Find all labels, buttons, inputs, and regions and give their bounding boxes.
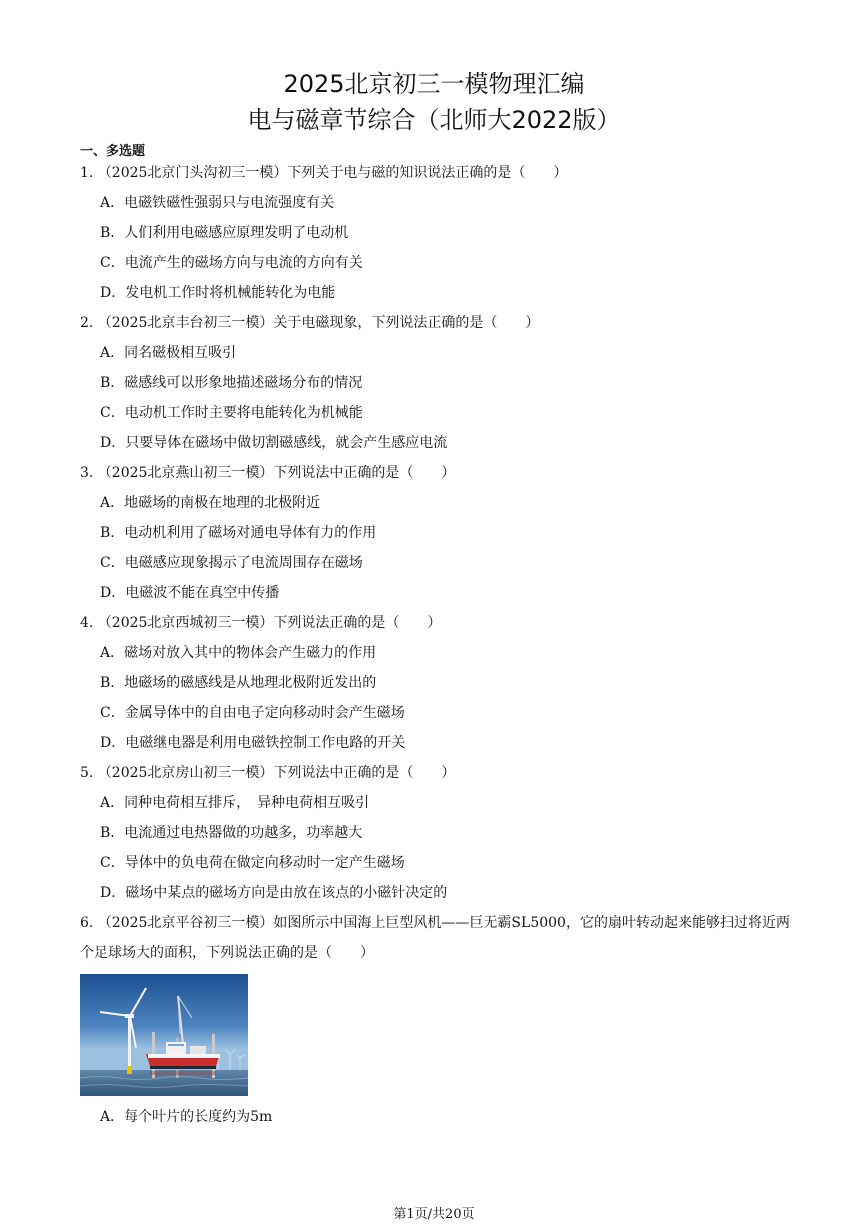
option-a: A．磁场对放入其中的物体会产生磁力的作用	[100, 645, 377, 661]
option-c: C．导体中的负电荷在做定向移动时一定产生磁场	[100, 855, 405, 871]
title-line-2: 电与磁章节综合（北师大2022版）	[247, 106, 621, 134]
option-c: C．电磁感应现象揭示了电流周围存在磁场	[100, 555, 363, 571]
section-heading: 一、多选题	[80, 144, 146, 159]
option-b: B．人们利用电磁感应原理发明了电动机	[100, 225, 349, 241]
question-stem: 1. （2025北京门头沟初三一模）下列关于电与磁的知识说法正确的是（ ）	[80, 165, 568, 181]
option-b: B．电流通过电热器做的功越多，功率越大	[100, 825, 363, 841]
option-c: C．金属导体中的自由电子定向移动时会产生磁场	[100, 705, 405, 721]
question-stem: 2. （2025北京丰台初三一模）关于电磁现象，下列说法正确的是（ ）	[80, 315, 540, 331]
option-a: A．地磁场的南极在地理的北极附近	[100, 495, 321, 511]
wind-turbine-photo	[80, 974, 248, 1096]
document-title	[0, 66, 868, 138]
option-a: A．电磁铁磁性强弱只与电流强度有关	[100, 195, 335, 211]
option-d: D．磁场中某点的磁场方向是由放在该点的小磁针决定的	[100, 885, 448, 901]
question-1	[80, 158, 800, 308]
option-b: B．电动机利用了磁场对通电导体有力的作用	[100, 525, 377, 541]
question-stem: 5. （2025北京房山初三一模）下列说法中正确的是（ ）	[80, 765, 456, 781]
option-a: A．同种电荷相互排斥， 异种电荷相互吸引	[100, 795, 370, 811]
question-4	[80, 608, 800, 758]
option-c: C．电流产生的磁场方向与电流的方向有关	[100, 255, 363, 271]
option-a: A．每个叶片的长度约为5m	[100, 1109, 273, 1125]
option-d: D．只要导体在磁场中做切割磁感线，就会产生感应电流	[100, 435, 448, 451]
question-6	[80, 908, 800, 1132]
option-a: A．同名磁极相互吸引	[100, 345, 237, 361]
page-footer: 第1页/共20页	[393, 1207, 475, 1222]
option-d: D．发电机工作时将机械能转化为电能	[100, 285, 336, 301]
title-line-1: 2025北京初三一模物理汇编	[283, 70, 585, 98]
option-d: D．电磁波不能在真空中传播	[100, 585, 280, 601]
question-stem: 3. （2025北京燕山初三一模）下列说法中正确的是（ ）	[80, 465, 456, 481]
question-3	[80, 458, 800, 608]
question-2	[80, 308, 800, 458]
question-stem: 4. （2025北京西城初三一模）下列说法正确的是（ ）	[80, 615, 442, 631]
option-d: D．电磁继电器是利用电磁铁控制工作电路的开关	[100, 735, 406, 751]
question-5	[80, 758, 800, 908]
option-b: B．地磁场的磁感线是从地理北极附近发出的	[100, 675, 377, 691]
option-b: B．磁感线可以形象地描述磁场分布的情况	[100, 375, 363, 391]
question-list	[80, 158, 800, 1132]
question-stem: 6. （2025北京平谷初三一模）如图所示中国海上巨型风机——巨无霸SL5000，它的扇叶转动起来能够扫过将近两个足球场大的面积，下列说法正确的是（ ）	[80, 915, 790, 961]
option-c: C．电动机工作时主要将电能转化为机械能	[100, 405, 363, 421]
